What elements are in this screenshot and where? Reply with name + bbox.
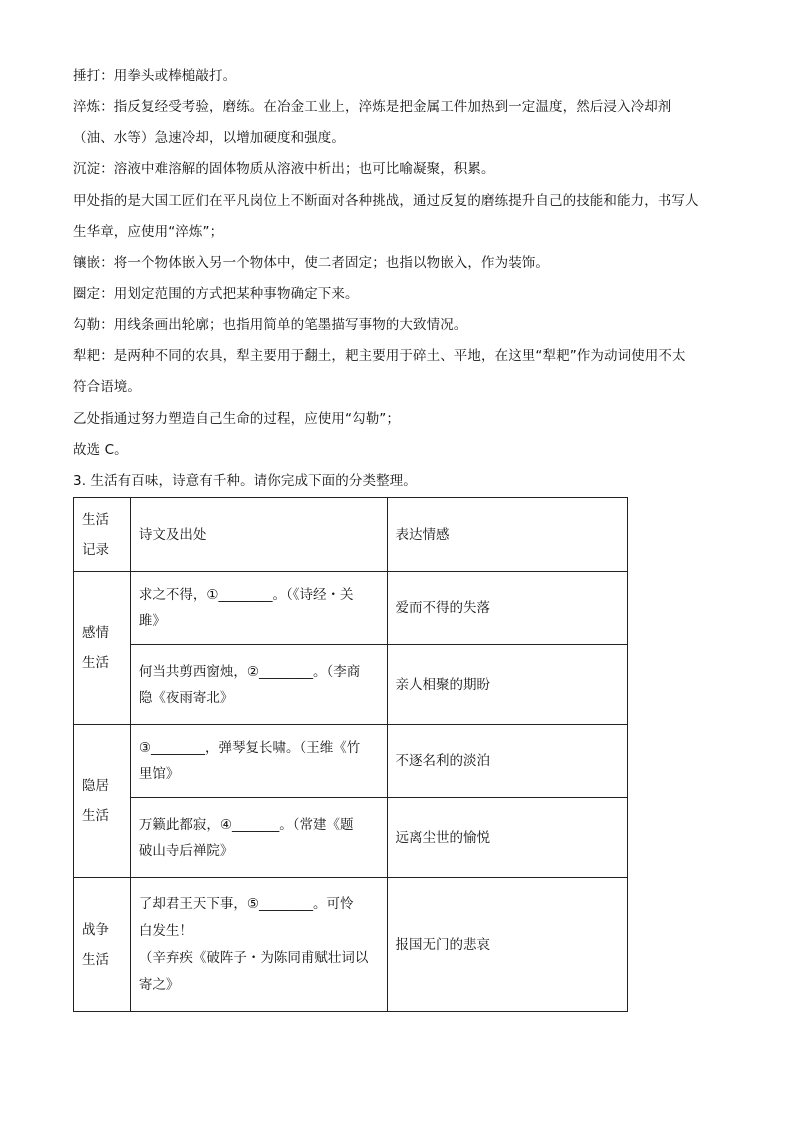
emotion-cell: 远离尘世的愉悦 [387, 798, 627, 878]
table-row [74, 798, 628, 878]
poem-cell: ③________，弹琴复长啸。（王维《竹 里馆》 [130, 725, 387, 798]
explanation-line: 沉淀：溶液中难溶解的固体物质从溶液中析出；也可比喻凝聚，积累。 [73, 161, 495, 177]
emotion-cell: 爱而不得的失落 [387, 572, 627, 645]
explanation-line: 淬炼：指反复经受考验，磨练。在冶金工业上，淬炼是把金属工件加热到一定温度，然后浸入冷却剂 [73, 99, 672, 115]
poem-cell: 求之不得，①________。（《诗经・关 雎》 [130, 572, 387, 645]
explanation-line: 生华章，应使用“淬炼”； [73, 224, 224, 240]
table-row [74, 878, 628, 1012]
header-cell-poem: 诗文及出处 [130, 498, 387, 572]
emotion-cell: 报国无门的悲哀 [387, 878, 627, 1012]
classification-table [73, 497, 628, 1012]
poem-cell: 何当共剪西窗烛，②________。（李商 隐《夜雨寄北》 [130, 645, 387, 725]
table-row [74, 572, 628, 645]
question-title: 3. 生活有百味，诗意有千种。请你完成下面的分类整理。 [73, 473, 417, 489]
explanation-line: 勾勒：用线条画出轮廓；也指用简单的笔墨描写事物的大致情况。 [73, 317, 468, 333]
explanation-line: （油、水等）急速冷却，以增加硬度和强度。 [73, 130, 345, 146]
explanation-line: 圈定：用划定范围的方式把某种事物确定下来。 [73, 286, 359, 302]
poem-cell: 万籁此都寂，④_______。（常建《题 破山寺后禅院》 [130, 798, 387, 878]
answer-line: 故选 C。 [73, 442, 128, 458]
poem-cell: 了却君王天下事，⑤________。可怜 白发生！ （辛弃疾《破阵子・为陈同甫赋壮词以 寄之》 [130, 878, 387, 1012]
table-row [74, 645, 628, 725]
emotion-cell: 亲人相聚的期盼 [387, 645, 627, 725]
table-header-row [74, 498, 628, 572]
category-cell: 感情 生活 [74, 572, 131, 725]
explanation-line: 乙处指通过努力塑造自己生命的过程，应使用“勾勒”； [73, 411, 400, 427]
explanation-line: 镶嵌：将一个物体嵌入另一个物体中，使二者固定；也指以物嵌入，作为装饰。 [73, 255, 549, 271]
table-row [74, 725, 628, 798]
header-cell-emotion: 表达情感 [387, 498, 627, 572]
explanation-line: 甲处指的是大国工匠们在平凡岗位上不断面对各种挑战，通过反复的磨练提升自己的技能和能力，书写人 [73, 193, 699, 209]
explanation-line: 犁耙：是两种不同的农具，犁主要用于翻土，耙主要用于碎土、平地，在这里“犁耙”作为动词使用不太 [73, 348, 686, 364]
header-cell-life-record: 生活 记录 [74, 498, 131, 572]
explanation-line: 符合语境。 [73, 379, 141, 395]
explanation-line: 捶打：用拳头或棒槌敲打。 [73, 68, 237, 84]
emotion-cell: 不逐名利的淡泊 [387, 725, 627, 798]
category-cell: 隐居 生活 [74, 725, 131, 878]
category-cell: 战争 生活 [74, 878, 131, 1012]
